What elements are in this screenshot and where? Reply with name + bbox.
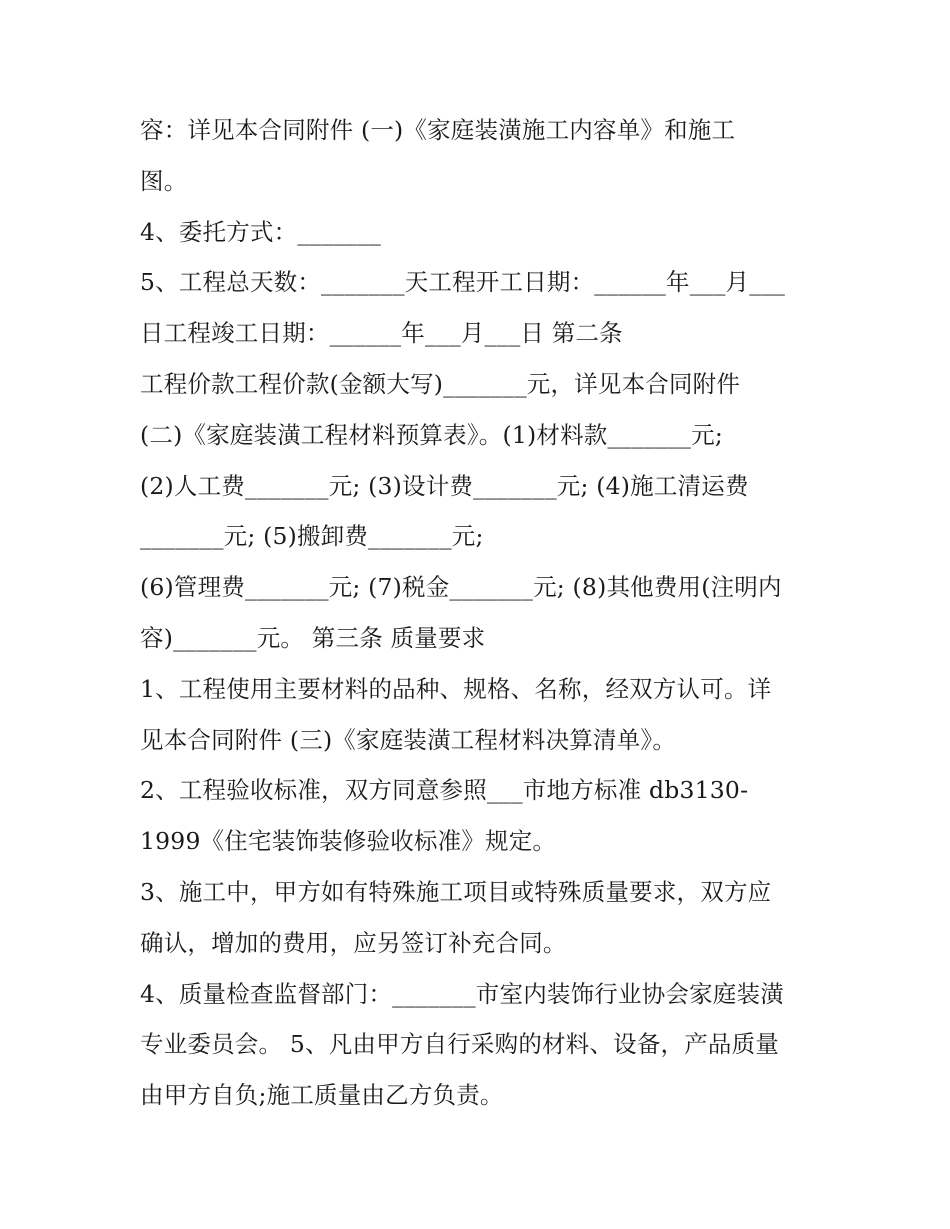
contract-text-block bbox=[140, 105, 820, 1121]
text-line: 5、工程总天数：_______天工程开工日期：______年___月___ bbox=[140, 268, 786, 297]
text-line: 见本合同附件 (三)《家庭装潢工程材料决算清单》。 bbox=[140, 725, 677, 754]
text-line: 由甲方自负;施工质量由乙方负责。 bbox=[140, 1081, 504, 1110]
text-line: 专业委员会。 5、凡由甲方自行采购的材料、设备，产品质量 bbox=[140, 1030, 780, 1059]
text-line: _______元; (5)搬卸费_______元; bbox=[140, 522, 484, 551]
text-line: 2、工程验收标准，双方同意参照___市地方标准 db3130- bbox=[140, 776, 749, 805]
text-line: 确认，增加的费用，应另签订补充合同。 bbox=[140, 928, 567, 957]
text-line: 3、施工中，甲方如有特殊施工项目或特殊质量要求，双方应 bbox=[140, 877, 772, 906]
text-line: (2)人工费_______元; (3)设计费_______元; (4)施工清运费 bbox=[140, 471, 749, 500]
text-line: 日工程竣工日期：______年___月___日 第二条 bbox=[140, 319, 623, 348]
text-line: 工程价款工程价款(金额大写)_______元，详见本合同附件 bbox=[140, 369, 741, 398]
text-line: 1、工程使用主要材料的品种、规格、名称，经双方认可。详 bbox=[140, 674, 772, 703]
text-line: 容)_______元。 第三条 质量要求 bbox=[140, 623, 486, 652]
text-line: 图。 bbox=[140, 166, 188, 195]
text-line: 1999《住宅装饰装修验收标准》规定。 bbox=[140, 827, 557, 856]
text-line: 4、质量检查监督部门：_______市室内装饰行业协会家庭装潢 bbox=[140, 979, 784, 1008]
text-line: 容：详见本合同附件 (一)《家庭装潢施工内容单》和施工 bbox=[140, 116, 736, 144]
text-line: 4、委托方式：_______ bbox=[140, 217, 382, 246]
text-line: (二)《家庭装潢工程材料预算表》。(1)材料款_______元; bbox=[140, 420, 723, 449]
text-line: (6)管理费_______元; (7)税金_______元; (8)其他费用(注明内 bbox=[140, 573, 782, 602]
